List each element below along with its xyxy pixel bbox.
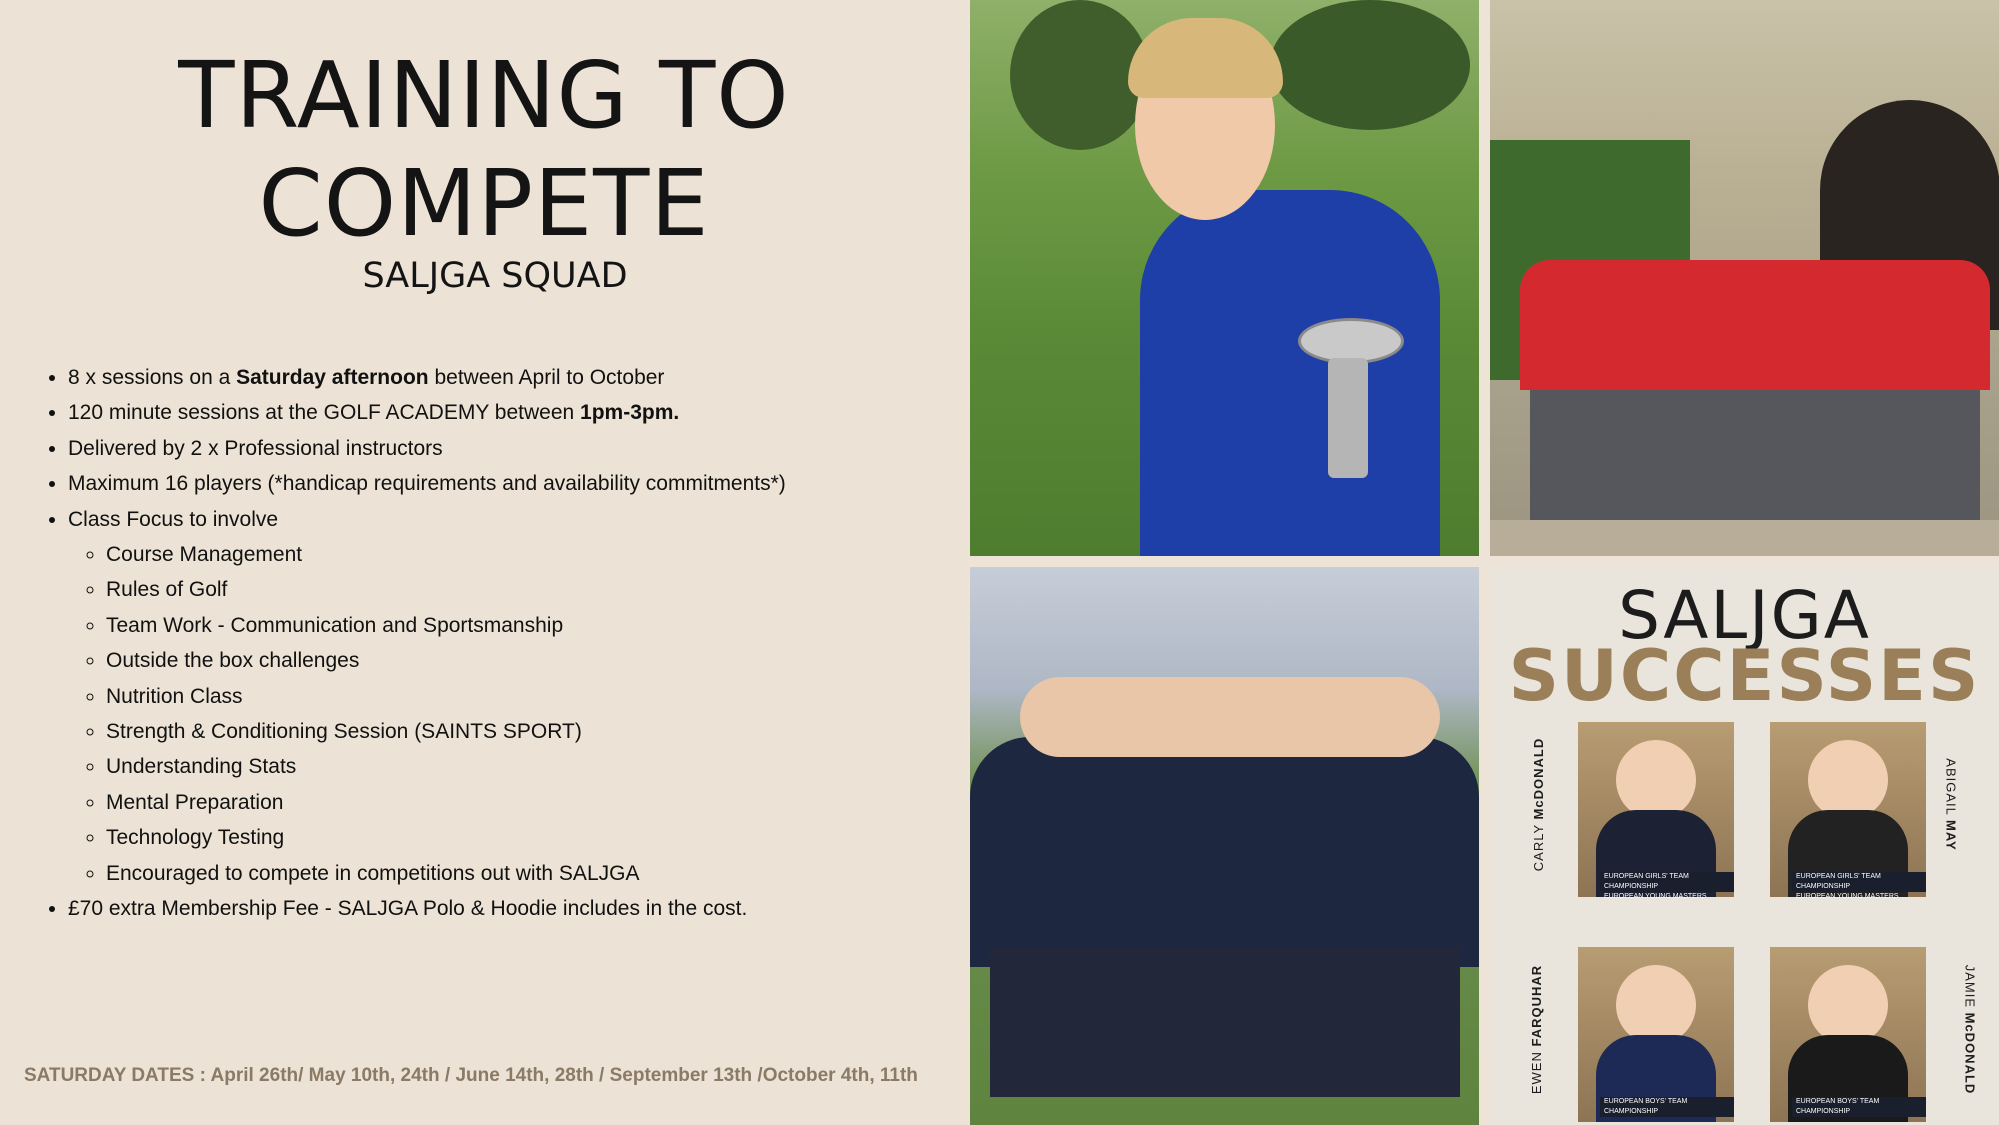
player-portrait bbox=[1808, 740, 1888, 820]
list-item: • Maximum 16 players (*handicap requirements and availability commitments*) bbox=[68, 466, 786, 501]
player-caption: EUROPEAN BOYS' TEAM CHAMPIONSHIP bbox=[1792, 1097, 1926, 1117]
focus-item: ◦ Strength & Conditioning Session (SAINTS SPORT) bbox=[106, 714, 786, 749]
list-item: • Class Focus to involve ◦ Course Management ◦ Rules of Golf ◦ Team Work - Communication and Sportsmanship ◦ Outside the box challenges ◦ Nutrition Class ◦ Strength & Conditioning Session (SAINTS SPORT) ◦ Understanding Stats ◦ Mental Preparation ◦ Technology Testing ◦ Encouraged to compete in competitions out with SALJGA bbox=[68, 502, 786, 891]
successes-title-top: SALJGA bbox=[1618, 577, 1871, 654]
list-item: • 120 minute sessions at the GOLF ACADEMY between 1pm-3pm. bbox=[68, 395, 786, 430]
saljga-successes-poster bbox=[1490, 567, 1999, 1125]
photo-girl-with-trophy bbox=[970, 0, 1479, 556]
player-card bbox=[1578, 947, 1734, 1122]
info-panel bbox=[0, 0, 968, 1125]
navy-jackets-shape bbox=[970, 737, 1479, 967]
focus-list bbox=[68, 537, 786, 891]
focus-item: ◦ Technology Testing bbox=[106, 820, 786, 855]
player-name: JAMIE McDONALD bbox=[1962, 964, 1978, 1095]
red-polos-shape bbox=[1520, 260, 1990, 390]
focus-item: ◦ Understanding Stats bbox=[106, 749, 786, 784]
focus-item: ◦ Outside the box challenges bbox=[106, 643, 786, 678]
page-title-line1: TRAINING TO bbox=[178, 42, 790, 149]
faces-shape bbox=[1020, 677, 1440, 757]
list-item: • 8 x sessions on a Saturday afternoon between April to October bbox=[68, 360, 786, 395]
list-item: • Delivered by 2 x Professional instructors bbox=[68, 431, 786, 466]
hair-shape bbox=[1128, 18, 1283, 98]
focus-item: ◦ Team Work - Communication and Sportsmanship bbox=[106, 608, 786, 643]
details-list bbox=[38, 360, 786, 927]
trousers-shape bbox=[990, 947, 1460, 1097]
player-caption: EUROPEAN GIRLS' TEAM CHAMPIONSHIP EUROPEAN YOUNG MASTERS bbox=[1792, 872, 1926, 892]
player-card bbox=[1770, 947, 1926, 1122]
player-name: CARLY McDONALD bbox=[1531, 737, 1547, 872]
focus-item: ◦ Course Management bbox=[106, 537, 786, 572]
focus-item: ◦ Encouraged to compete in competitions out with SALJGA bbox=[106, 856, 786, 891]
player-name: EWEN FARQUHAR bbox=[1529, 964, 1545, 1095]
player-name: ABIGAIL MAY bbox=[1943, 758, 1959, 851]
trousers-shape bbox=[1530, 390, 1980, 540]
paving-shape bbox=[1490, 520, 1999, 556]
saturday-dates: SATURDAY DATES : April 26th/ May 10th, 24th / June 14th, 28th / September 13th /October 4th, 11th bbox=[24, 1065, 918, 1086]
tree-shape bbox=[1270, 0, 1470, 130]
photo-team-red-polos bbox=[1490, 0, 1999, 556]
player-portrait bbox=[1808, 965, 1888, 1045]
blue-polo-shape bbox=[1140, 190, 1440, 556]
page-title-line2: COMPETE bbox=[258, 150, 710, 257]
player-portrait bbox=[1616, 965, 1696, 1045]
focus-item: ◦ Nutrition Class bbox=[106, 679, 786, 714]
player-caption: EUROPEAN GIRLS' TEAM CHAMPIONSHIP EUROPEAN YOUNG MASTERS bbox=[1600, 872, 1734, 892]
focus-item: ◦ Mental Preparation bbox=[106, 785, 786, 820]
player-card bbox=[1578, 722, 1734, 900]
page-subtitle: SALJGA SQUAD bbox=[362, 256, 628, 296]
successes-title-bottom: SUCCESSES bbox=[1508, 635, 1981, 717]
trophy-stem bbox=[1328, 358, 1368, 478]
player-caption: EUROPEAN BOYS' TEAM CHAMPIONSHIP bbox=[1600, 1097, 1734, 1117]
list-item: • £70 extra Membership Fee - SALJGA Polo & Hoodie includes in the cost. bbox=[68, 891, 786, 926]
photo-team-navy bbox=[970, 567, 1479, 1125]
player-card bbox=[1770, 722, 1926, 900]
focus-item: ◦ Rules of Golf bbox=[106, 572, 786, 607]
player-portrait bbox=[1616, 740, 1696, 820]
